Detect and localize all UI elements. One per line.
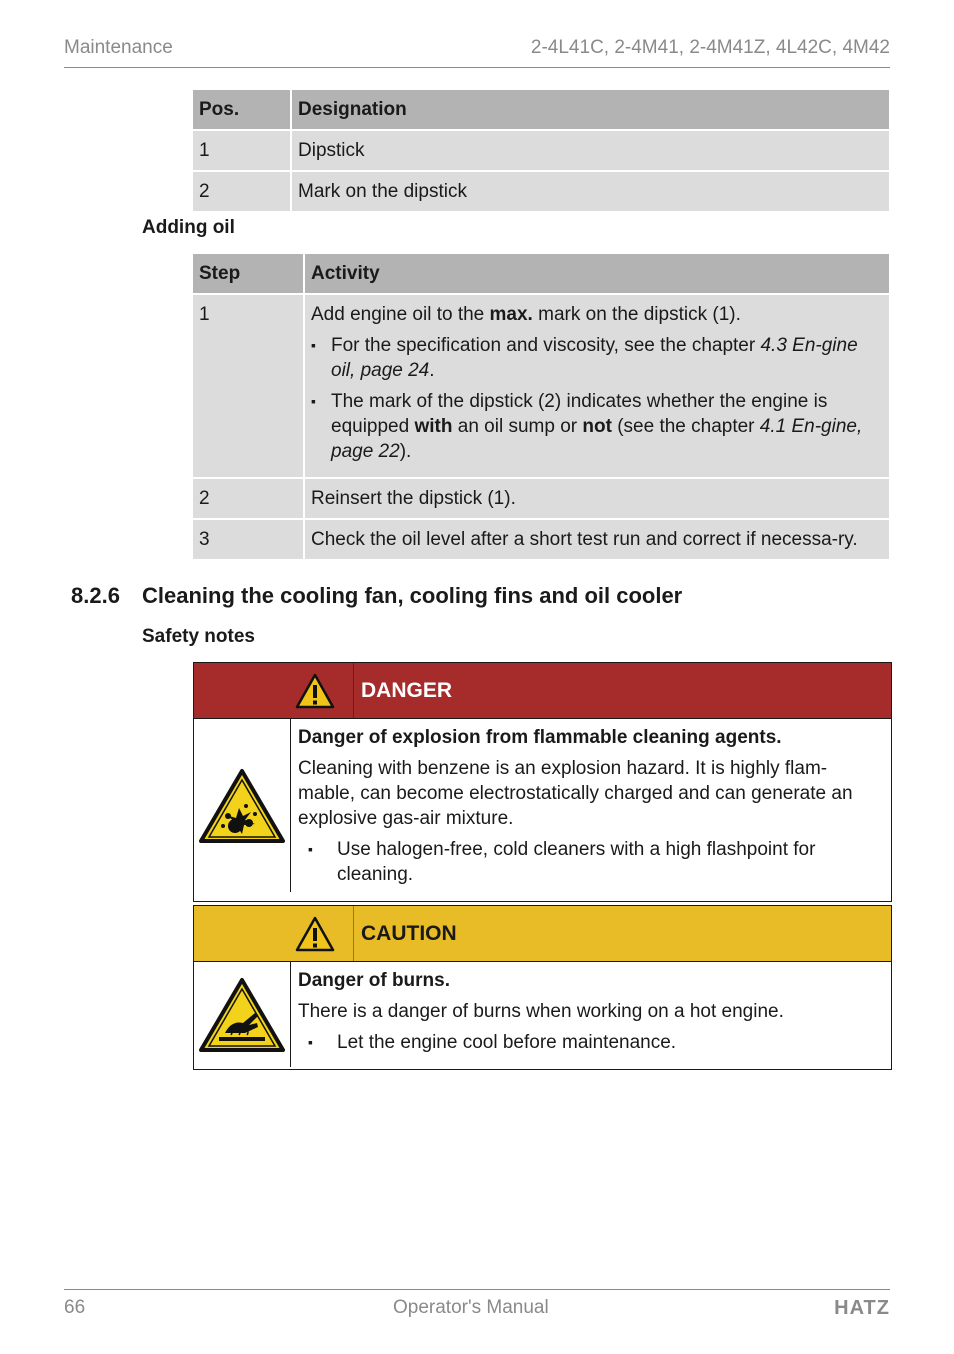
step-activity: Check the oil level after a short test run and correct if necessa-ry. (305, 520, 889, 559)
step-activity (305, 295, 889, 477)
danger-text: Cleaning with benzene is an explosion hazard. It is highly flam-mable, can become electrostatically charged and can generate an explosive gas-air mixture. (298, 758, 853, 829)
step-number: 2 (193, 479, 305, 518)
table-row (193, 172, 889, 211)
danger-bullet: ▪ Use halogen-free, cold cleaners with a high flashpoint for cleaning. (298, 837, 883, 887)
header-divider (64, 67, 890, 68)
hot-surface-icon (194, 962, 291, 1067)
section-title: Cleaning the cooling fan, cooling fins and oil cooler (142, 583, 683, 608)
header-models: 2-4L41C, 2-4M41, 2-4M41Z, 4L42C, 4M42 (530, 37, 890, 58)
danger-bar (194, 663, 891, 719)
table-cell: Dipstick (292, 131, 889, 170)
table-header-row (193, 90, 889, 129)
table-cell: Mark on the dipstick (292, 172, 889, 211)
table-header-cell: Step (193, 254, 305, 293)
caution-label: CAUTION (361, 921, 457, 945)
steps-table (193, 252, 889, 561)
position-table (193, 88, 889, 213)
danger-label: DANGER (361, 678, 453, 702)
brand-logo: HATZ (834, 1297, 890, 1319)
table-row (193, 131, 889, 170)
step-bullets (311, 333, 883, 464)
caution-text: There is a danger of burns when working on a hot engine. (298, 1001, 784, 1022)
table-header-cell: Activity (305, 254, 889, 293)
list-item: ▪ The mark of the dipstick (2) indicates whether the engine is equipped with an oil sump or not (see the chapter 4.1 En-gine, page 22). (311, 389, 883, 464)
footer-title: Operator's Manual (393, 1297, 549, 1318)
danger-notice (193, 662, 892, 902)
section-number: 8.2.6 (71, 583, 120, 608)
header-section: Maintenance (64, 37, 173, 58)
table-cell: 1 (193, 131, 292, 170)
table-row (193, 520, 889, 559)
table-header-row (193, 254, 889, 293)
caution-bullet: ▪ Let the engine cool before maintenance. (298, 1030, 883, 1055)
table-cell: 2 (193, 172, 292, 211)
step-activity: Reinsert the dipstick (1). (305, 479, 889, 518)
safety-notes-heading: Safety notes (142, 626, 255, 647)
table-row (193, 295, 889, 477)
danger-headline: Danger of explosion from flammable cleaning agents. (298, 727, 782, 748)
page-number: 66 (64, 1297, 86, 1318)
list-item: ▪ For the specification and viscosity, see the chapter 4.3 En-gine oil, page 24. (311, 333, 883, 383)
caution-notice (193, 905, 892, 1070)
step-number: 3 (193, 520, 305, 559)
step-number: 1 (193, 295, 305, 477)
adding-oil-heading: Adding oil (142, 217, 235, 238)
warning-triangle-icon (194, 906, 354, 961)
step-text: Add engine oil to the max. mark on the dipstick (1). (311, 304, 741, 325)
caution-headline: Danger of burns. (298, 970, 451, 991)
table-header-cell: Pos. (193, 90, 292, 129)
warning-triangle-icon (194, 663, 354, 718)
caution-bar (194, 906, 891, 962)
footer-divider (64, 1289, 890, 1290)
table-header-cell: Designation (292, 90, 889, 129)
explosive-hazard-icon (194, 719, 291, 892)
table-row (193, 479, 889, 518)
